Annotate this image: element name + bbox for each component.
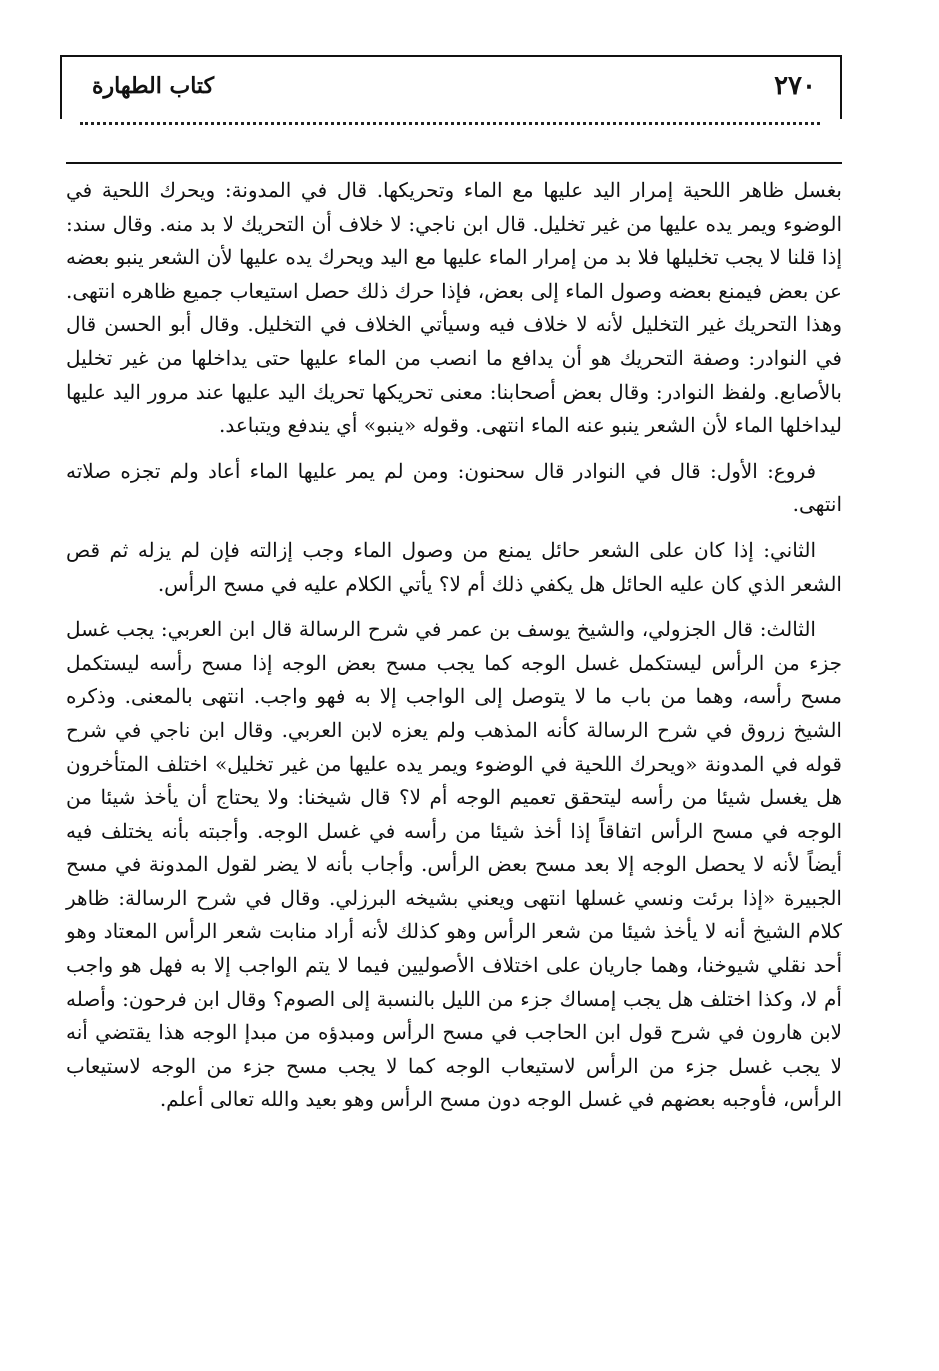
- paragraph-2: فروع: الأول: قال في النوادر قال سحنون: ومن لم يمر عليها الماء أعاد ولم تجزه صلاته انتهى.: [66, 458, 842, 517]
- page-number: ٢٧٠: [774, 71, 816, 101]
- page-header: [60, 55, 842, 119]
- header-rule: [66, 162, 842, 164]
- book-title: كتاب الطهارة: [92, 73, 215, 99]
- dotted-separator: [80, 122, 820, 125]
- paragraph-4: الثالث: قال الجزولي، والشيخ يوسف بن عمر في شرح الرسالة قال ابن العربي: يجب غسل جزء من الرأس ليستكمل غسل الوجه كما يجب مسح بعض الوجه إذا مسح رأسه ليستكمل مسح رأسه، وهما من باب ما لا يتوصل إلى الواجب إلا به فهو واجب. انتهى بالمعنى. وذكره الشيخ زروق في شرح الرسالة كأنه المذهب ولم يعزه لابن العربي. وقال ابن ناجي في شرح قوله في المدونة «ويحرك اللحية في الوضوء ويمر يده عليها من غير تخليل» اختلف المتأخرون هل يغسل شيئا من رأسه ليتحقق تعميم الوجه أم لا؟ قال شيخنا: ولا يحتاج أن يأخذ شيئا من الوجه في مسح الرأس اتفاقاً إذا أخذ شيئا من رأسه في غسل الوجه. وأجبته بأنه يختلف فيه أيضاً لأنه لا يحصل الوجه إلا بعد مسح بعض الرأس. وأجاب بأنه لا يضر لقول المدونة في مسح الجبيرة «إذا برئت ونسي غسلها انتهى ويعني بشيخه البرزلي. وقال في شرح الرسالة: ظاهر كلام الشيخ أنه لا يأخذ شيئا من شعر الرأس وهو كذلك لأنه أراد منابت شعر الرأس المعتاد وهو أحد نقلي شيوخنا، وهما جاريان على اختلاف الأصوليين فيما لا يتم الواجب إلا به فهل هو واجب أم لا، وكذا اختلف هل يجب إمساك جزء من الليل بالنسبة إلى الصوم؟ وقال ابن فرحون: وأصله لابن هارون في شرح قول ابن الحاجب في مسح الرأس ومبدؤه من مبدإ الوجه هذا يقتضي أنه لا يجب غسل جزء من الرأس لاستيعاب الوجه كما لا يجب مسح جزء من الوجه لاستيعاب الرأس، فأوجبه بعضهم في غسل الوجه دون مسح الرأس وهو بعيد والله تعالى أعلم.: [66, 617, 842, 1112]
- paragraph-3: الثاني: إذا كان على الشعر حائل يمنع من وصول الماء وجب إزالته فإن لم يزله ثم قص الشعر الذي كان عليه الحائل هل يكفي ذلك أم لا؟ يأتي الكلام عليه في مسح الرأس.: [66, 537, 842, 596]
- page-body: [66, 174, 842, 1117]
- paragraph-1: بغسل ظاهر اللحية إمرار اليد عليها مع الماء وتحريكها. قال في المدونة: ويحرك اللحية في الوضوء ويمر يده عليها من غير تخليل. قال ابن ناجي: لا خلاف أن التحريك لا بد منه. وقال سند: إذا قلنا لا يجب تخليلها فلا بد من إمرار الماء عليها مع اليد ويحرك يده عليها لأن الشعر ينبو بعضه عن بعض فيمنع بعضه وصول الماء إلى بعض، فإذا حرك ذلك حصل استيعاب جميع ظاهره انتهى. وهذا التحريك غير التخليل لأنه لا خلاف فيه وسيأتي الخلاف في التخليل. وقال أبو الحسن قال في النوادر: وصفة التحريك هو أن يدافع ما انصب من الماء عليها حتى يداخلها من غير تخليل بالأصابع. ولفظ النوادر: وقال بعض أصحابنا: معنى تحريكها تحريك اليد عليها عند مرور اليد عليها ليداخلها الماء لأن الشعر ينبو عنه الماء انتهى. وقوله «ينبو» أي يندفع ويتباعد.: [66, 178, 842, 438]
